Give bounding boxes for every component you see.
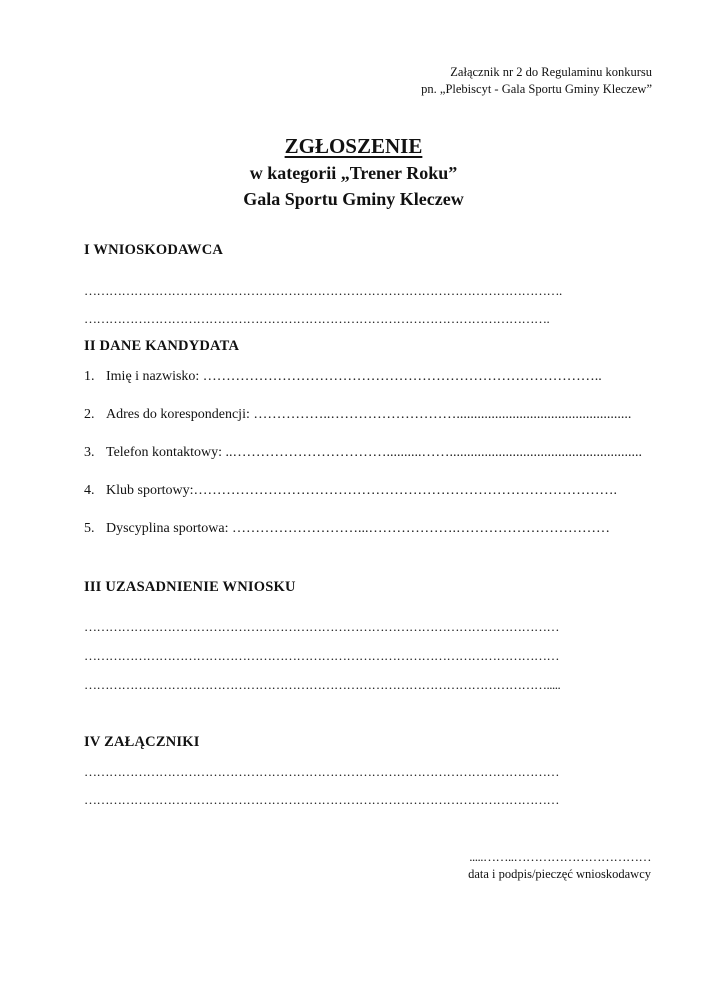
- attachments-fill-line[interactable]: ……………………………………………………………………………………………………: [84, 792, 559, 807]
- justification-fill-line[interactable]: ……………………………………………………………………………………………………: [84, 648, 559, 663]
- section-applicant-heading: I WNIOSKODAWCA: [84, 242, 224, 258]
- item-number: 3.: [84, 445, 95, 460]
- item-text: Imię i nazwisko: …………………………………………………………………………..: [106, 369, 602, 384]
- item-number: 2.: [84, 407, 95, 422]
- item-number: 1.: [84, 369, 95, 384]
- attachment-note-line2: pn. „Plebiscyt - Gala Sportu Gminy Kleczew”: [421, 82, 652, 96]
- item-text: Dyscyplina sportowa: ………………………...……………….……………………………: [106, 521, 610, 536]
- item-text: Telefon kontaktowy: ..……………………………..........…….......................................................: [106, 445, 643, 460]
- section-attachments-heading: IV ZAŁĄCZNIKI: [84, 734, 200, 750]
- justification-fill-line[interactable]: ……………………………………………………………………………………………………: [84, 619, 559, 634]
- signature-fill-line[interactable]: .....……..……………………………: [469, 849, 651, 864]
- candidate-club-field[interactable]: [84, 483, 617, 499]
- section-candidate-heading: II DANE KANDYDATA: [84, 338, 240, 354]
- attachments-fill-line[interactable]: ……………………………………………………………………………………………………: [84, 764, 559, 779]
- section-justification-heading: III UZASADNIENIE WNIOSKU: [84, 579, 296, 595]
- item-text: Adres do korespondencji: ……………..………………………..................................................: [106, 407, 632, 422]
- applicant-fill-line[interactable]: ………………………………………………………………………………………………….: [84, 311, 550, 326]
- candidate-discipline-field[interactable]: [84, 521, 610, 537]
- candidate-address-field[interactable]: [84, 407, 631, 423]
- attachment-note-line1: Załącznik nr 2 do Regulaminu konkursu: [450, 65, 652, 79]
- justification-fill-line[interactable]: ………………………………………………………………………………………………….....: [84, 677, 561, 692]
- event-subtitle: Gala Sportu Gminy Kleczew: [243, 189, 464, 209]
- category-subtitle: w kategorii „Trener Roku”: [249, 163, 458, 183]
- item-number: 5.: [84, 521, 95, 536]
- signature-label: data i podpis/pieczęć wnioskodawcy: [468, 867, 651, 881]
- page-title: ZGŁOSZENIE: [284, 134, 423, 158]
- applicant-fill-line[interactable]: …………………………………………………………………………………………………….: [84, 283, 562, 298]
- candidate-name-field[interactable]: [84, 369, 602, 385]
- item-text: Klub sportowy:……………………………………………………………………………….: [106, 483, 617, 498]
- item-number: 4.: [84, 483, 95, 498]
- candidate-phone-field[interactable]: [84, 445, 642, 461]
